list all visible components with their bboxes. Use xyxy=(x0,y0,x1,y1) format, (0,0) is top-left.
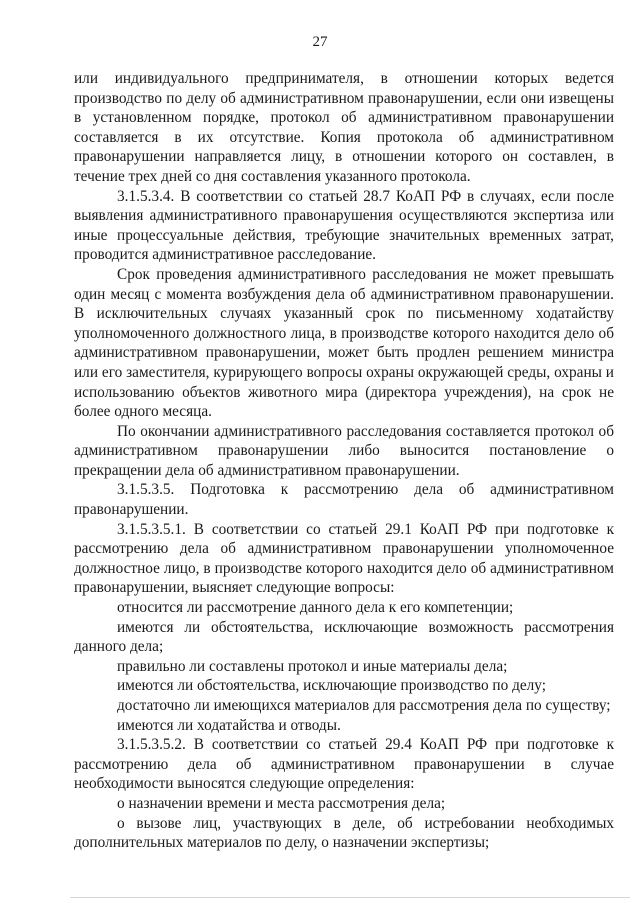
paragraph: По окончании административного расследования составляется протокол об административном правонарушении либо выносится постановление о прекращении дела об административном правонарушении. xyxy=(74,422,614,479)
list-item: достаточно ли имеющихся материалов для рассмотрения дела по существу; xyxy=(117,697,611,714)
list-item: имеются ли обстоятельства, исключающие возможность рассмотрения данного дела; xyxy=(74,618,614,656)
document-body xyxy=(74,69,614,853)
paragraph: Срок проведения административного расследования не может превышать один месяц с момента возбуждения дела об административном правонарушении. В исключительных случаях указанный срок по письменному ходатайству уполномоченного должностного лица, в производстве которого находится дело об административном правонарушении, может быть продлен решением министра или его заместителя, курирующего вопросы охраны окружающей среды, охраны и использованию объектов животного мира (директора учреждения), на срок не более одного месяца. xyxy=(74,265,614,421)
paragraph: или индивидуального предпринимателя, в отношении которых ведется производство по делу об административном правонарушении, если они извещены в установленном порядке, протокол об административном правонарушении составляется в их отсутствие. Копия протокола об административном правонарушении направляется лицу, в отношении которого он составлен, в течение трех дней со дня составления указанного протокола. xyxy=(74,70,614,185)
list-item: о назначении времени и места рассмотрения дела; xyxy=(117,794,446,812)
list-item: имеются ли обстоятельства, исключающие производство по делу; xyxy=(117,677,546,695)
list-item: имеются ли ходатайства и отводы. xyxy=(117,716,341,734)
scan-edge-line xyxy=(70,897,630,898)
paragraph: 3.1.5.3.5.1. В соответствии со статьей 29.1 КоАП РФ при подготовке к рассмотрению дела об административном правонарушении уполномоченное должностное лицо, в производстве которого находится дело об административном правонарушении, выясняет следующие вопросы: xyxy=(74,520,614,597)
list-item: правильно ли составлены протокол и иные материалы дела; xyxy=(117,657,508,675)
page-number: 27 xyxy=(312,34,328,50)
paragraph: 3.1.5.3.4. В соответствии со статьей 28.7 КоАП РФ в случаях, если после выявления административного правонарушения осуществляются экспертиза или иные процессуальные действия, требующие значительных временных затрат, проводится административное расследование. xyxy=(74,187,614,264)
list-item: о вызове лиц, участвующих в деле, об истребовании необходимых дополнительных материалов по делу, о назначении экспертизы; xyxy=(74,814,614,852)
list-item: относится ли рассмотрение данного дела к его компетенции; xyxy=(117,599,514,617)
paragraph: 3.1.5.3.5.2. В соответствии со статьей 29.4 КоАП РФ при подготовке к рассмотрению дела об административном правонарушении в случае необходимости выносятся следующие определения: xyxy=(74,736,614,793)
paragraph: 3.1.5.3.5. Подготовка к рассмотрению дела об административном правонарушении. xyxy=(74,481,614,519)
